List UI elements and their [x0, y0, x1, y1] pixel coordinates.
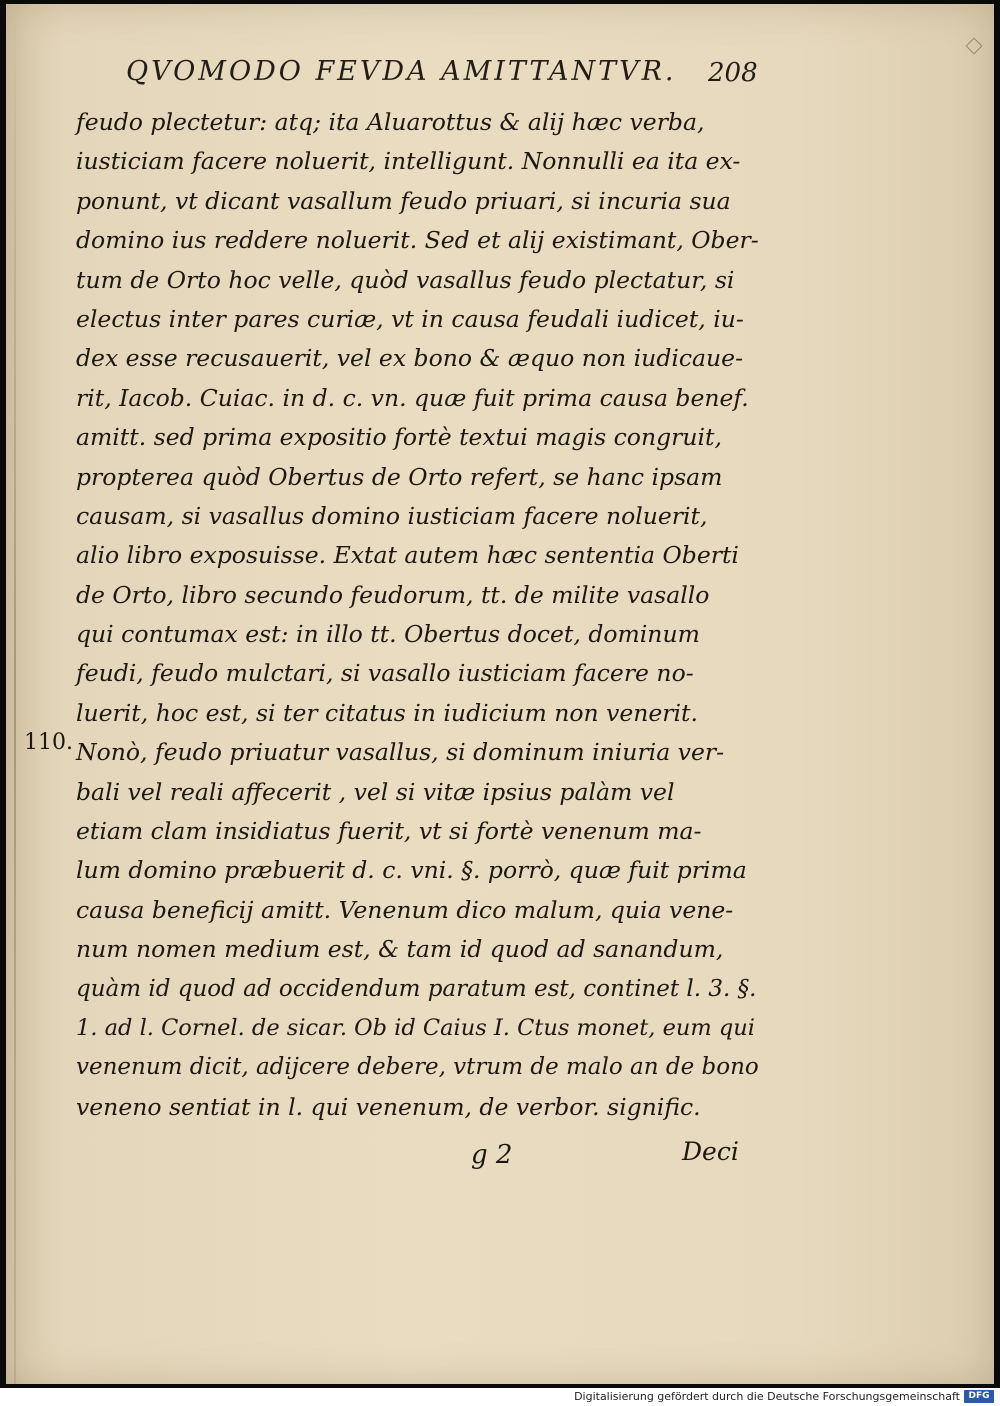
signature-mark: g 2: [471, 1140, 513, 1170]
text-line: etiam clam insidiatus fuerit, vt si fortè venenum ma-: [76, 817, 702, 846]
text-line: causa beneficij amitt. Venenum dico malum, quia vene-: [76, 895, 734, 924]
text-line: dex esse recusauerit, vel ex bono & æquo non iudicaue-: [76, 344, 744, 373]
folio-corner-mark: [966, 38, 983, 55]
text-line: veneno sentiat in l. qui venenum, de verbor. signific.: [76, 1092, 701, 1121]
text-line: de Orto, libro secundo feudorum, tt. de milite vasallo: [76, 580, 710, 609]
digitization-footer: [0, 1388, 1000, 1406]
margin-section-number: 110.: [24, 730, 73, 755]
text-line: luerit, hoc est, si ter citatus in iudicium non venerit.: [76, 698, 698, 727]
page-number: 208: [708, 58, 758, 88]
text-line: venenum dicit, adijcere debere, vtrum de malo an de bono: [76, 1054, 759, 1081]
text-line: bali vel reali affecerit , vel si vitæ ipsius palàm vel: [76, 777, 675, 806]
text-line: 1. ad l. Cornel. de sicar. Ob id Caius I. Ctus monet, eum qui: [76, 1014, 755, 1041]
text-line: feudo plectetur: atq; ita Aluarottus & alij hæc verba,: [76, 108, 705, 136]
text-line: iusticiam facere noluerit, intelligunt. Nonnulli ea ita ex-: [76, 147, 741, 176]
running-head: QVOMODO FEVDA AMITTANTVR.: [126, 56, 677, 87]
text-line: alio libro exposuisse. Extat autem hæc sententia Oberti: [76, 541, 739, 570]
text-line: rit, Iacob. Cuiac. in d. c. vn. quæ fuit prima causa benef.: [76, 383, 749, 412]
text-line: causam, si vasallus domino iusticiam facere noluerit,: [76, 501, 708, 530]
body-text: [76, 103, 766, 1127]
text-line: tum de Orto hoc velle, quòd vasallus feudo plectatur, si: [76, 265, 735, 294]
text-line: propterea quòd Obertus de Orto refert, se hanc ipsam: [76, 462, 723, 491]
gutter-shadow: [14, 4, 16, 1384]
text-line: quàm id quod ad occidendum paratum est, continet l. 3. §.: [76, 975, 757, 1002]
text-line: electus inter pares curiæ, vt in causa feudali iudicet, iu-: [76, 304, 744, 333]
dfg-logo-icon[interactable]: DFG: [964, 1390, 994, 1403]
text-line: num nomen medium est, & tam id quod ad sanandum,: [76, 935, 724, 964]
text-line: domino ius reddere noluerit. Sed et alij existimant, Ober-: [76, 226, 759, 255]
funding-credit: Digitalisierung gefördert durch die Deutsche Forschungsgemeinschaft: [574, 1390, 960, 1403]
text-line: Nonò, feudo priuatur vasallus, si dominum iniuria ver-: [76, 738, 725, 767]
text-line: ponunt, vt dicant vasallum feudo priuari, si incuria sua: [76, 186, 731, 215]
text-line: lum domino præbuerit d. c. vni. §. porrò, quæ fuit prima: [76, 856, 747, 885]
book-page: [6, 4, 994, 1384]
text-line: qui contumax est: in illo tt. Obertus docet, dominum: [76, 620, 700, 649]
text-line: amitt. sed prima expositio fortè textui magis congruit,: [76, 423, 722, 452]
text-line: feudi, feudo mulctari, si vasallo iusticiam facere no-: [76, 659, 694, 688]
catchword: Deci: [682, 1137, 739, 1166]
